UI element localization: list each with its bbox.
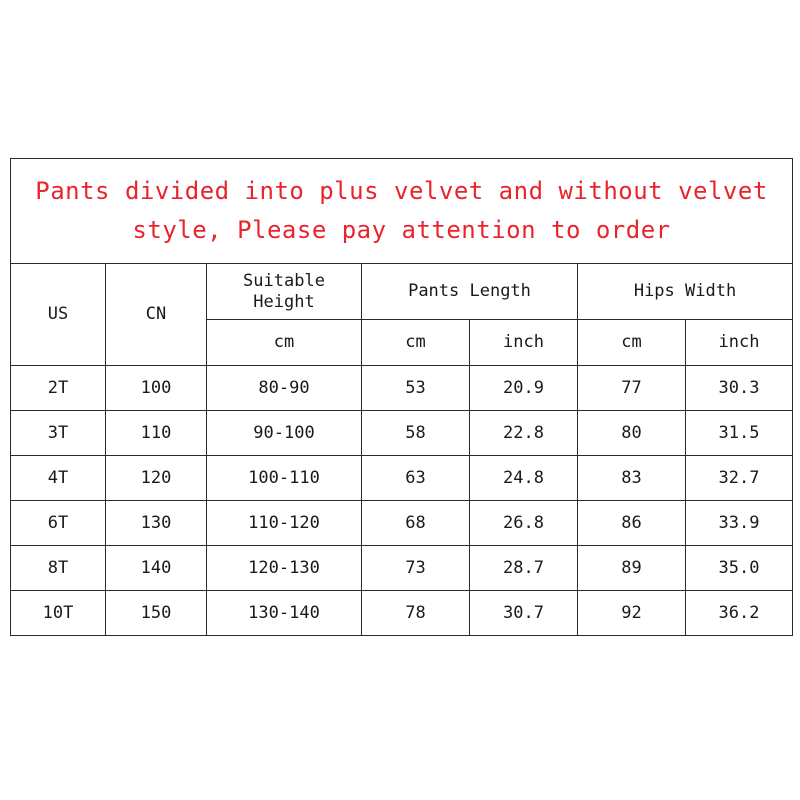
cell-pants-cm: 68 (362, 501, 470, 546)
table-row (11, 501, 793, 546)
unit-pants-cm: cm (362, 320, 470, 366)
cell-height: 80-90 (207, 366, 362, 411)
header-suitable-height: Suitable Height (207, 264, 362, 320)
cell-us: 10T (11, 591, 106, 636)
cell-pants-cm: 73 (362, 546, 470, 591)
cell-cn: 110 (106, 411, 207, 456)
order-notice: Pants divided into plus velvet and without velvet style, Please pay attention to order (11, 159, 793, 264)
cell-pants-cm: 78 (362, 591, 470, 636)
cell-hips-inch: 30.3 (686, 366, 793, 411)
cell-height: 90-100 (207, 411, 362, 456)
cell-hips-inch: 36.2 (686, 591, 793, 636)
cell-hips-inch: 35.0 (686, 546, 793, 591)
unit-pants-inch: inch (470, 320, 578, 366)
cell-cn: 130 (106, 501, 207, 546)
cell-hips-inch: 32.7 (686, 456, 793, 501)
cell-hips-cm: 92 (578, 591, 686, 636)
cell-height: 130-140 (207, 591, 362, 636)
header-cn: CN (106, 264, 207, 366)
cell-cn: 140 (106, 546, 207, 591)
cell-pants-inch: 28.7 (470, 546, 578, 591)
cell-height: 100-110 (207, 456, 362, 501)
table-row (11, 456, 793, 501)
cell-hips-cm: 80 (578, 411, 686, 456)
cell-pants-inch: 20.9 (470, 366, 578, 411)
cell-pants-inch: 24.8 (470, 456, 578, 501)
cell-hips-cm: 77 (578, 366, 686, 411)
unit-height-cm: cm (207, 320, 362, 366)
cell-us: 4T (11, 456, 106, 501)
cell-hips-cm: 89 (578, 546, 686, 591)
cell-pants-inch: 30.7 (470, 591, 578, 636)
unit-hips-cm: cm (578, 320, 686, 366)
cell-hips-cm: 86 (578, 501, 686, 546)
cell-pants-cm: 58 (362, 411, 470, 456)
header-us: US (11, 264, 106, 366)
cell-pants-inch: 22.8 (470, 411, 578, 456)
table-row (11, 591, 793, 636)
table-row (11, 411, 793, 456)
cell-cn: 100 (106, 366, 207, 411)
cell-pants-cm: 63 (362, 456, 470, 501)
cell-hips-cm: 83 (578, 456, 686, 501)
cell-hips-inch: 33.9 (686, 501, 793, 546)
unit-hips-inch: inch (686, 320, 793, 366)
cell-us: 8T (11, 546, 106, 591)
cell-pants-inch: 26.8 (470, 501, 578, 546)
cell-cn: 150 (106, 591, 207, 636)
cell-us: 2T (11, 366, 106, 411)
cell-cn: 120 (106, 456, 207, 501)
table-row (11, 366, 793, 411)
table-row (11, 546, 793, 591)
cell-height: 110-120 (207, 501, 362, 546)
header-pants-length: Pants Length (362, 264, 578, 320)
cell-height: 120-130 (207, 546, 362, 591)
header-hips-width: Hips Width (578, 264, 793, 320)
cell-pants-cm: 53 (362, 366, 470, 411)
size-chart-table (10, 158, 793, 636)
cell-us: 3T (11, 411, 106, 456)
cell-hips-inch: 31.5 (686, 411, 793, 456)
cell-us: 6T (11, 501, 106, 546)
